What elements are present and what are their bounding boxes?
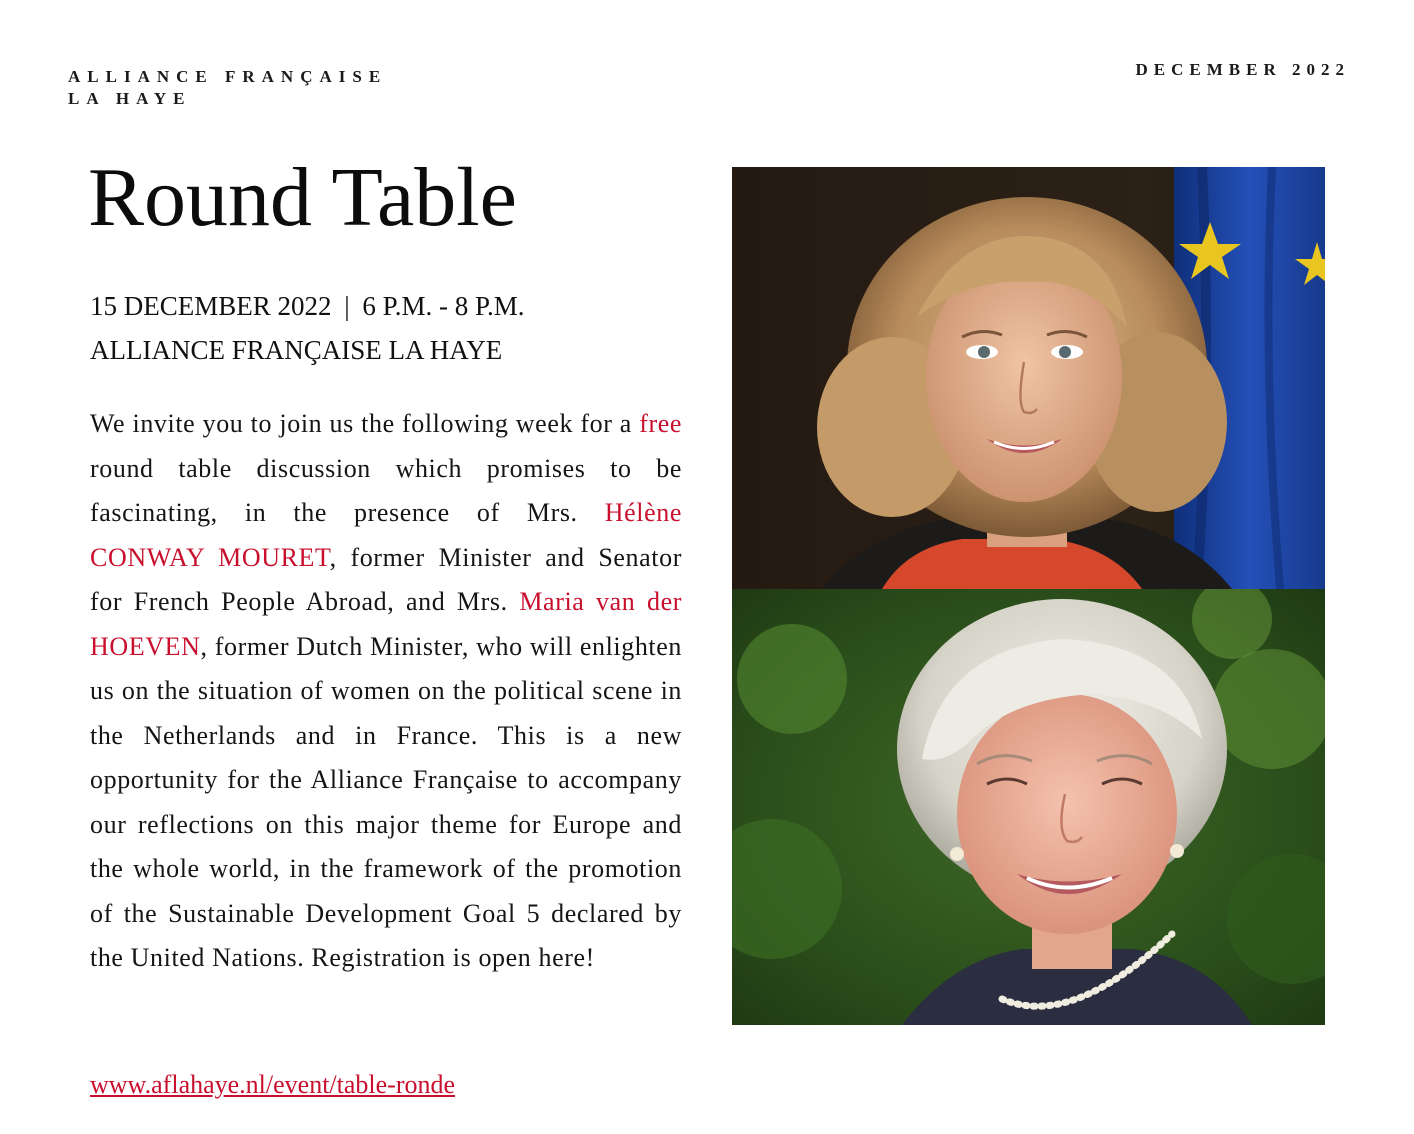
event-meta: [90, 284, 524, 372]
organization-name: [68, 66, 387, 110]
page-title: Round Table: [88, 151, 517, 244]
header-date: DECEMBER 2022: [1135, 60, 1350, 79]
event-datetime: [90, 284, 524, 328]
free-highlight: free: [639, 409, 682, 438]
organization-line-1: ALLIANCE FRANÇAISE: [68, 67, 388, 86]
description-part-4: , former Dutch Minister, who will enlighten us on the situation of women on the political scene in the Netherlands and in France. This is a new opportunity for the Alliance Française to accompany our reflections on this major theme for Europe and the whole world, in the framework of the promotion of the Sustainable Development Goal 5 declared by the United Nations. Registration is open here!: [90, 631, 682, 972]
speaker-1-portrait: [732, 167, 1325, 589]
event-separator: |: [344, 291, 350, 321]
speaker-1-name: Hélène CONWAY MOURET: [90, 498, 682, 572]
speaker-2-name: Maria van der HOEVEN: [90, 587, 682, 661]
event-date: 15 DECEMBER 2022: [90, 291, 332, 321]
speaker-2-portrait: [732, 589, 1325, 1025]
event-description: [90, 402, 682, 981]
description-part-3: , former Minister and Senator for French People Abroad, and Mrs.: [90, 542, 682, 616]
speaker-2-photo: [732, 589, 1325, 1025]
organization-line-2: LA HAYE: [68, 89, 192, 108]
event-time: 6 P.M. - 8 P.M.: [362, 291, 525, 321]
event-venue: ALLIANCE FRANÇAISE LA HAYE: [90, 335, 503, 365]
description-part-2: round table discussion which promises to be fascinating, in the presence of Mrs.: [90, 453, 682, 527]
speaker-1-photo: [732, 167, 1325, 589]
description-part-1: We invite you to join us the following week for a: [90, 409, 640, 438]
registration-link[interactable]: www.aflahaye.nl/event/table-ronde: [90, 1070, 456, 1099]
